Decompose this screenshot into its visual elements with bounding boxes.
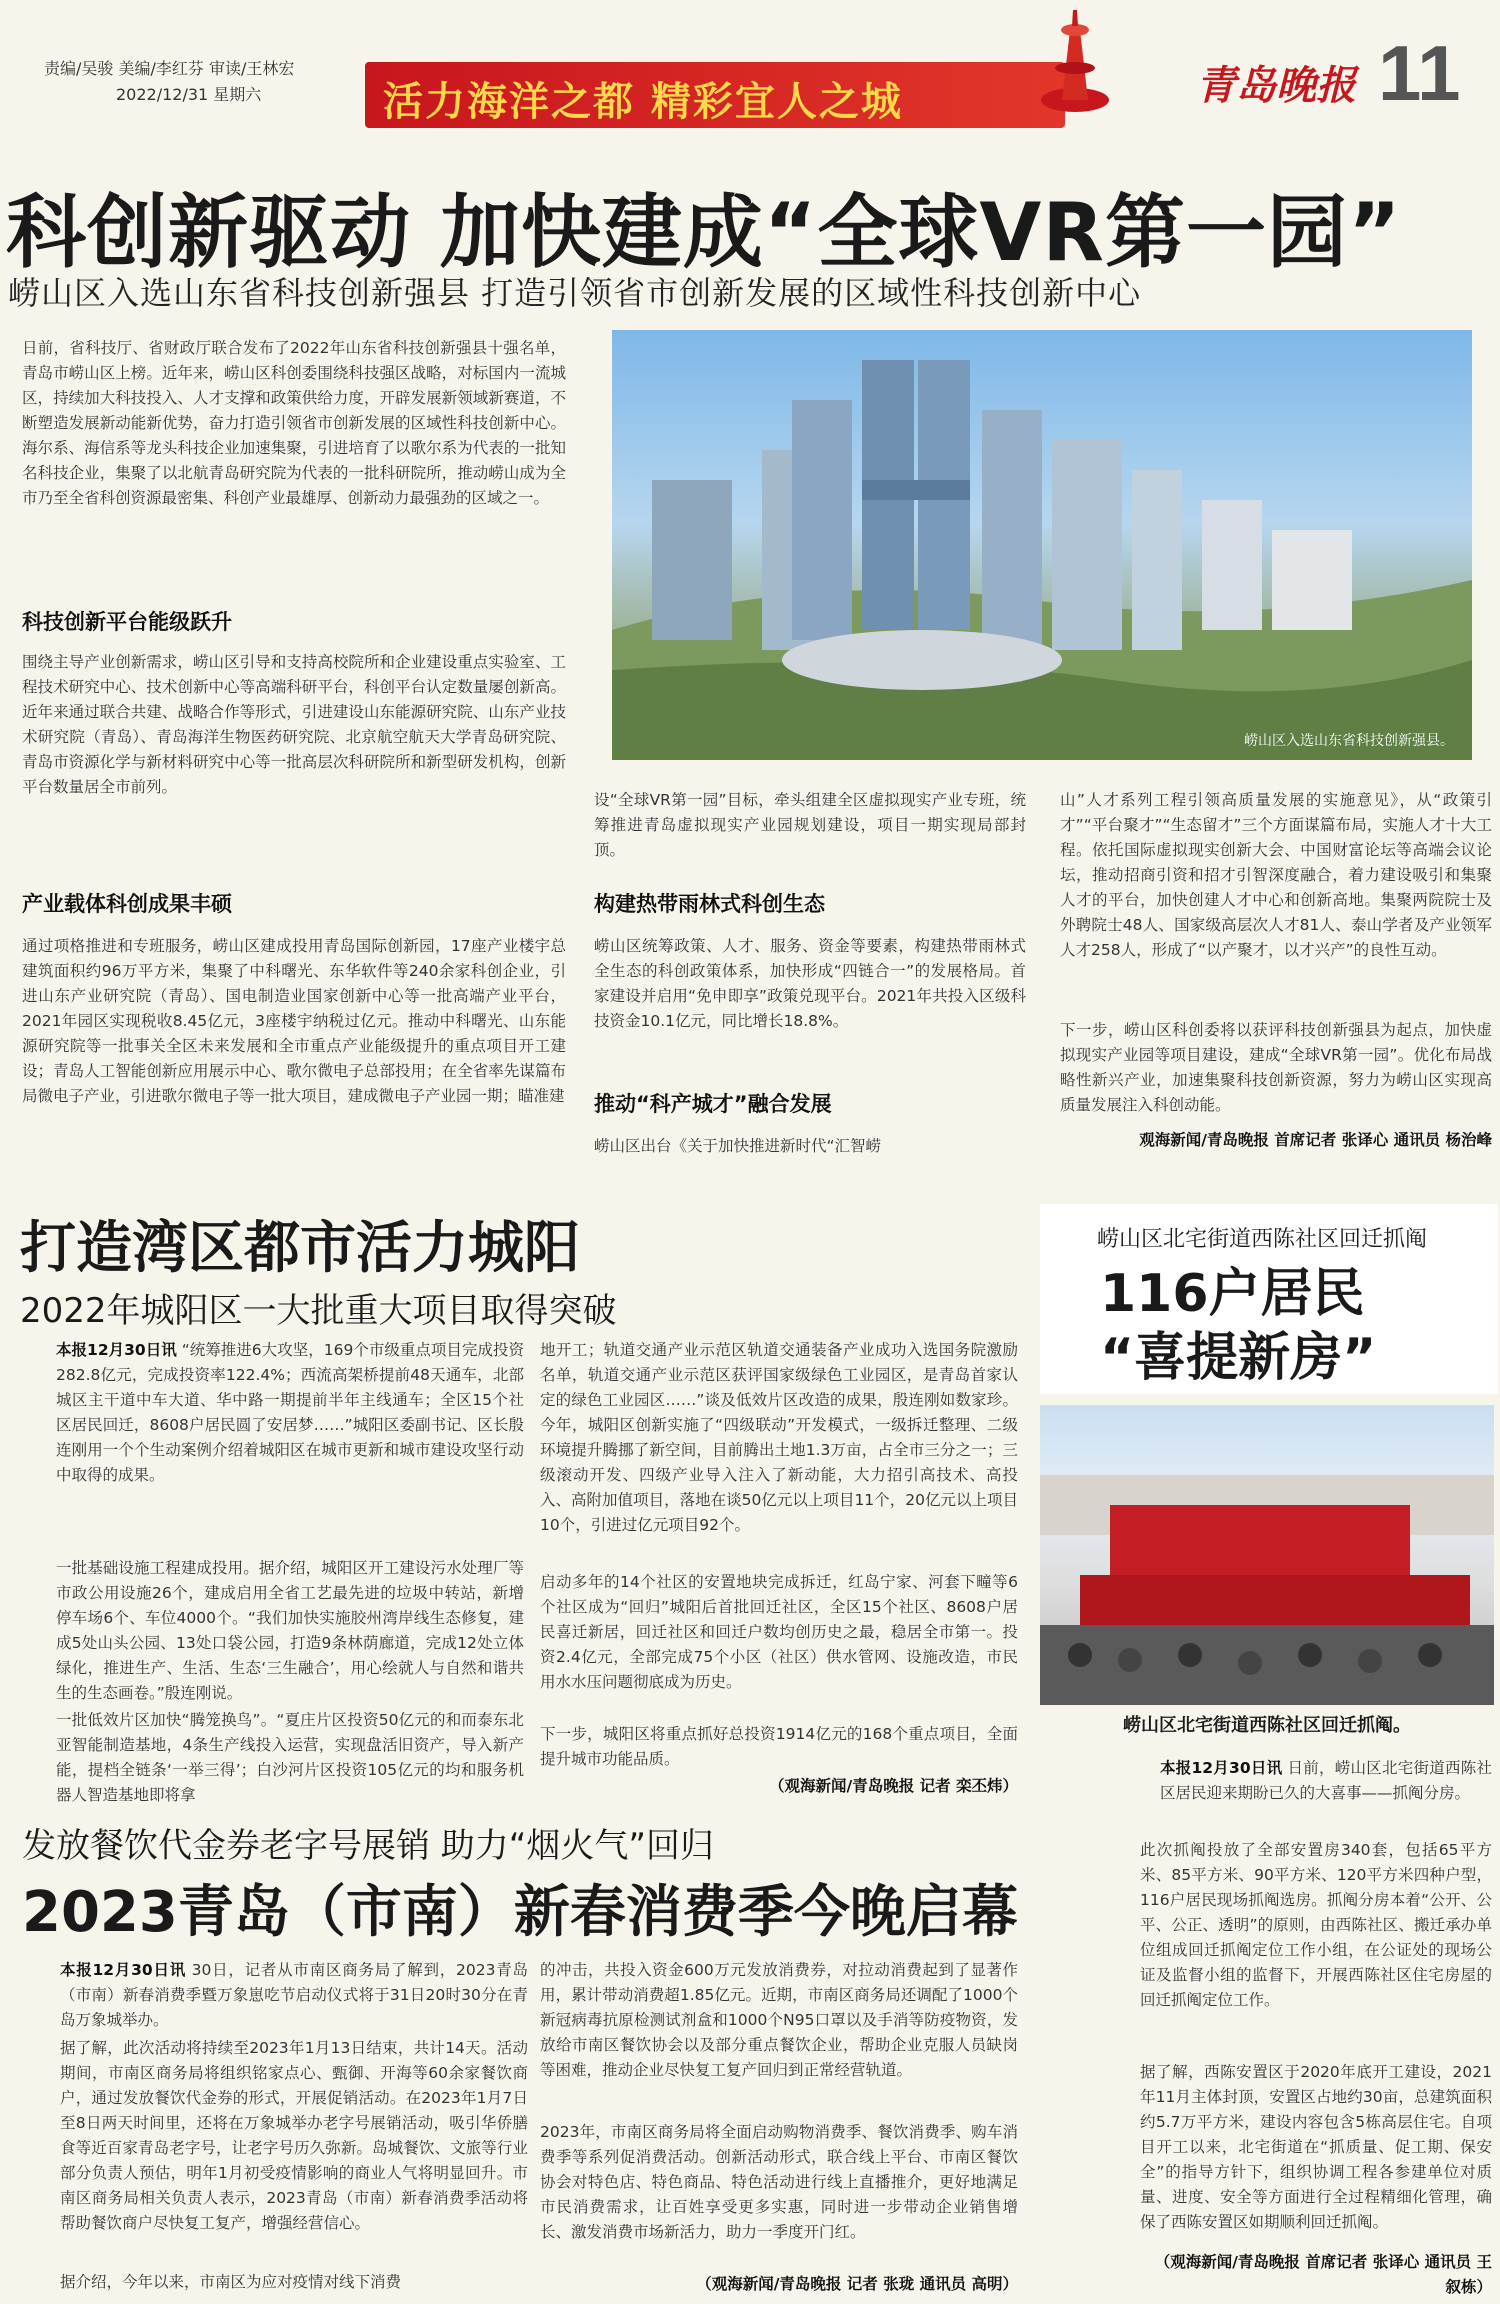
article1-intro: 日前，省科技厅、省财政厅联合发布了2022年山东省科技创新强县十强名单，青岛市崂山区上榜。近年来，崂山区科创委围绕科技强区战略，对标国内一流城区，持续加大科技投入、人才支撑和政策供给力度，开辟发展新领域新赛道，不断塑造发展新动能新优势，奋力打造引领省市创新发展的区域性科技创新中心。海尔系、海信系等龙头科技企业加速集聚，引进培育了以歌尔系为代表的一批知名科技企业，集聚了以北航青岛研究院为代表的一批科研院所，推动崂山成为全市乃至全省科创资源最密集、科创产业最雄厚、创新动力最强劲的区域之一。 bbox=[22, 339, 566, 507]
byline: 观海新闻/青岛晚报 首席记者 张译心 通讯员 杨治峰 bbox=[1139, 1131, 1492, 1149]
photo-caption: 崂山区北宅街道西陈社区回迁抓阄。 bbox=[1123, 1715, 1411, 1736]
section-heading: 构建热带雨林式科创生态 bbox=[594, 892, 825, 916]
slogan-banner bbox=[365, 62, 1065, 128]
newspaper-logo: 青岛晚报 bbox=[1196, 62, 1356, 109]
section-subheadline: 2022年城阳区一大批重大项目取得突破 bbox=[20, 1291, 617, 1331]
editor-credits bbox=[44, 56, 294, 108]
photo-caption: 崂山区入选山东省科技创新强县。 bbox=[1244, 733, 1454, 749]
editors-line: 责编/吴骏 美编/李红芬 审读/王林宏 bbox=[44, 59, 295, 78]
article4-body3: 据介绍，今年以来，市南区为应对疫情对线下消费 bbox=[60, 2273, 402, 2291]
paragraph: 30日，记者从市南区商务局了解到，2023青岛（市南）新春消费季暨万象崽吃节启动仪式将于31日20时30分在青岛万象城举办。 bbox=[60, 1961, 528, 2029]
dateline: 本报12月30日讯 bbox=[56, 1341, 177, 1359]
section-heading: 科技创新平台能级跃升 bbox=[22, 610, 232, 634]
main-headline: 科创新驱动 加快建成“全球VR第一园” bbox=[6, 186, 1402, 279]
page-number: 11 bbox=[1378, 29, 1461, 117]
story-headline bbox=[1100, 1262, 1376, 1390]
paragraph: “统筹推进6大攻坚，169个市级重点项目完成投资282.8亿元，完成投资率122.4%；西流高架桥提前48天通车，北部城区主干道中车大道、华中路一期提前半年主线通车；全区15个社区居民回迁，8608户居民圆了安居梦……”城阳区委副书记、区长殷连刚用一个个生动案例介绍着城阳区在城市更新和城市建设攻坚行动中取得的成果。 bbox=[56, 1341, 524, 1484]
ceremony-stage-icon bbox=[1040, 1405, 1494, 1705]
article1-section4: 崂山区出台《关于加快推进新时代“汇智崂 bbox=[594, 1137, 882, 1155]
section-heading: 产业载体科创成果丰硕 bbox=[22, 892, 232, 916]
byline: （观海新闻/青岛晚报 记者 栾丕炜） bbox=[769, 1777, 1018, 1795]
article1-section2: 通过项格推进和专班服务，崂山区建成投用青岛国际创新园，17座产业楼宇总建筑面积约96万平方米，集聚了中科曙光、东华软件等240余家科创企业，引进山东产业研究院（青岛）、国电制造业国家创新中心等一批高端产业平台，2021年园区实现税收8.45亿元，3座楼宇纳税过亿元。推动中科曙光、山东能源研究院等一批事关全区未来发展和全市重点产业能级提升的重点项目开工建设；青岛人工智能创新应用展示中心、歌尔微电子总部投用；在全省率先谋篇布局微电子产业，引进歌尔微电子等一批大项目，建成微电子产业园一期；瞄准建 bbox=[22, 937, 566, 1105]
article3-body3: 据了解，西陈安置区于2020年底开工建设，2021年11月主体封顶，安置区占地约30亩，总建筑面积约5.7万平方米，建设内容包含5栋高层住宅。自项目开工以来，北宅街道在“抓质量、促工期、保安全”的指导方针下，组织协调工程各参建单位对质量、进度、安全等方面进行全过程精细化管理，确保了西陈安置区如期顺利回迁抓阄。 bbox=[1140, 2063, 1492, 2231]
slogan-text: 活力海洋之都 精彩宜人之城 bbox=[383, 78, 903, 125]
issue-date: 2022/12/31 星期六 bbox=[116, 85, 262, 104]
headline-line: “喜提新房” bbox=[1100, 1328, 1377, 1388]
article2-body4: 地开工；轨道交通产业示范区轨道交通装备产业成功入选国务院激励名单，轨道交通产业示范区获评国家级绿色工业园区，是青岛首家认定的绿色工业园区……”谈及低效片区改造的成果，殷连刚如数家珍。今年，城阳区创新实施了“四级联动”开发模式，一级拆迁整理、二级环境提升腾挪了新空间，目前腾出土地1.3万亩，占全市三分之一；三级滚动开发、四级产业导入注入了新动能，大力招引高技术、高投入、高附加值项目，落地在谈50亿元以上项目11个，20亿元以上项目10个，引进过亿元项目92个。 bbox=[540, 1341, 1018, 1534]
article4-body4: 的冲击，共投入资金600万元发放消费券，对拉动消费起到了显著作用，累计带动消费超1.85亿元。近期，市南区商务局还调配了1000个新冠病毒抗原检测试剂盒和1000个N95口罩以及手消等防疫物资，发放给市南区餐饮协会以及部分重点餐饮企业，帮助企业克服人员缺岗等困难，推动企业尽快复工复产回归到正常经营轨道。 bbox=[540, 1961, 1018, 2079]
article4-body1 bbox=[60, 1958, 528, 2034]
story-kicker: 发放餐饮代金券老字号展销 助力“烟火气”回归 bbox=[22, 1826, 715, 1866]
article1-col4: 山”人才系列工程引领高质量发展的实施意见》，从“政策引才”“平台聚才”“生态留才”三个方面谋篇布局，实施人才十大工程。依托国际虚拟现实创新大会、中国财富论坛等高端会议论坛，推动招商引资和招才引智深度融合，着力建设吸引和集聚人才的平台，加快创建人才中心和创新高地。集聚两院院士及外聘院士48人、国家级高层次人才81人、泰山学者及产业领军人才258人，形成了“以产聚才，以才兴产”的良性互动。 bbox=[1060, 791, 1492, 959]
article4-body2: 据了解，此次活动将持续至2023年1月13日结束，共计14天。活动期间，市南区商务局将组织铭家点心、甄御、开海等60余家餐饮商户，通过发放餐饮代金券的形式，开展促销活动。在2023年1月7日至8日两天时间里，还将在万象城举办老字号展销活动，吸引华侨膳食等近百家青岛老字号，让老字号历久弥新。岛城餐饮、文旅等行业部分负责人预估，明年1月初受疫情影响的商业人气将明显回升。市南区商务局相关负责人表示，2023青岛（市南）新春消费季活动将帮助餐饮商户尽快复工复产，增强经营信心。 bbox=[60, 2039, 528, 2232]
article2-body6: 下一步，城阳区将重点抓好总投资1914亿元的168个重点项目，全面提升城市功能品质。 bbox=[540, 1725, 1018, 1768]
building-skyline-icon bbox=[612, 330, 1472, 760]
section-headline: 打造湾区都市活力城阳 bbox=[20, 1216, 580, 1281]
paragraph: 日前，崂山区北宅街道西陈社区居民迎来期盼已久的大喜事——抓阄分房。 bbox=[1160, 1759, 1492, 1802]
byline: （观海新闻/青岛晚报 首席记者 张译心 通讯员 王叙栋） bbox=[1154, 2253, 1492, 2296]
byline: （观海新闻/青岛晚报 记者 张珑 通讯员 高明） bbox=[696, 2275, 1018, 2293]
story-kicker: 崂山区北宅街道西陈社区回迁抓阄 bbox=[1097, 1227, 1428, 1252]
relocation-ceremony-photo bbox=[1040, 1405, 1494, 1705]
dateline: 本报12月30日讯 bbox=[1160, 1759, 1283, 1777]
article1-section1: 围绕主导产业创新需求，崂山区引导和支持高校院所和企业建设重点实验室、工程技术研究中心、技术创新中心等高端科研平台，科创平台认定数量屡创新高。近年来通过联合共建、战略合作等形式，引进建设山东能源研究院、山东产业技术研究院（青岛）、青岛海洋生物医药研究院、北京航空航天大学青岛研究院、青岛市资源化学与新材料研究中心等一批高层次科研院所和新型研发机构，创新平台数量居全市前列。 bbox=[22, 653, 566, 796]
article4-body5: 2023年，市南区商务局将全面启动购物消费季、餐饮消费季、购车消费季等系列促消费活动。创新活动形式，联合线上平台、市南区餐饮协会对特色店、特色商品、特色活动进行线上直播推介，更好地满足市民消费需求，让百姓享受更多实惠，同时进一步带动企业销售增长、激发消费市场新活力，助力一季度开门红。 bbox=[540, 2123, 1018, 2241]
article2-body3: 一批低效片区加快“腾笼换鸟”。“夏庄片区投资50亿元的和而泰东北亚智能制造基地，4条生产线投入运营，实现盘活旧资产，导入新产能，提档全链条‘一举三得’；白沙河片区投资105亿元的均和服务机器人智造基地即将拿 bbox=[56, 1711, 524, 1804]
article1-col3-top: 设“全球VR第一园”目标，牵头组建全区虚拟现实产业专班，统筹推进青岛虚拟现实产业园规划建设，项目一期实现局部封顶。 bbox=[594, 791, 1026, 859]
section-heading: 推动“科产城才”融合发展 bbox=[594, 1092, 832, 1116]
article2-body2: 一批基础设施工程建成投用。据介绍，城阳区开工建设污水处理厂等市政公用设施26个，建成启用全省工艺最先进的垃圾中转站，新增停车场6个、车位4000个。“我们加快实施胶州湾岸线生态修复，建成5处山头公园、13处口袋公园，打造9条林荫廊道，完成12处立体绿化，推进生产、生活、生态‘三生融合’，用心绘就人与自然和谐共生的生态画卷。”殷连刚说。 bbox=[56, 1559, 524, 1702]
article3-body1 bbox=[1160, 1756, 1492, 1836]
article1-col4-conclusion: 下一步，崂山区科创委将以获评科技创新强县为起点，加快虚拟现实产业园等项目建设，建成“全球VR第一园”。优化布局战略性新兴产业，加速集聚科技创新资源，努力为崂山区实现高质量发展注入科创动能。 bbox=[1060, 1021, 1492, 1114]
main-subheadline: 崂山区入选山东省科技创新强县 打造引领省市创新发展的区域性科技创新中心 bbox=[8, 274, 1142, 312]
science-park-photo bbox=[612, 330, 1472, 760]
article2-body1 bbox=[56, 1338, 524, 1554]
dateline: 本报12月30日讯 bbox=[60, 1961, 186, 1979]
article3-body2: 此次抓阄投放了全部安置房340套，包括65平方米、85平方米、90平方米、120平方米四种户型，116户居民现场抓阄选房。抓阄分房本着“公开、公平、公正、透明”的原则，由西陈社区、搬迁承办单位组成回迁抓阄定位工作小组，在公证处的现场公证及监督小组的监督下，开展西陈社区住宅房屋的回迁抓阄定位工作。 bbox=[1140, 1841, 1492, 2009]
headline-line: 116户居民 bbox=[1100, 1264, 1365, 1324]
landmark-tower-icon bbox=[1040, 8, 1110, 118]
story-headline: 2023青岛（市南）新春消费季今晚启幕 bbox=[22, 1880, 1018, 1945]
article1-section3: 崂山区统筹政策、人才、服务、资金等要素，构建热带雨林式全生态的科创政策体系，加快形成“四链合一”的发展格局。首家建设并启用“免申即享”政策兑现平台。2021年共投入区级科技资金10.1亿元，同比增长18.8%。 bbox=[594, 937, 1026, 1030]
article2-body5: 启动多年的14个社区的安置地块完成拆迁，红岛宁家、河套下疃等6个社区成为“回归”城阳后首批回迁社区，全区15个社区、8608户居民喜迁新居，回迁社区和回迁户数均创历史之最，稳居全市第一。投资2.4亿元，全部完成75个小区（社区）供水管网、设施改造，市民用水水压问题彻底成为历史。 bbox=[540, 1573, 1018, 1691]
